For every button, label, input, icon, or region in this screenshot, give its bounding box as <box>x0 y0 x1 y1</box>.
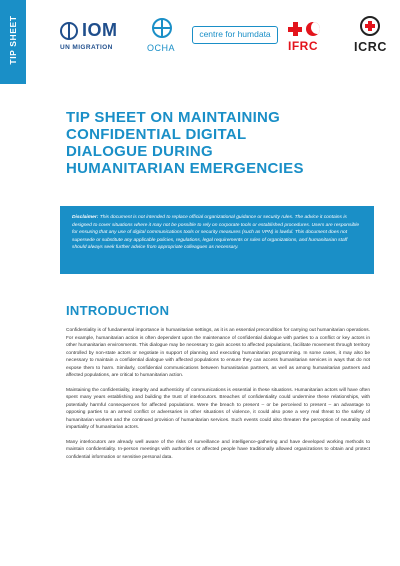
title-line: DIALOGUE DURING <box>66 143 213 160</box>
paragraph: Maintaining the confidentiality, integrity and authenticity of communications is essential in these situations. Humanitarian actors will have often spent many years establishing and building the trust of interlocutors. Breaches of confidentiality could undermine these relationships, with potentially harmful consequences for affected populations. Were the breach to present – or be perceived to present – an advantage to opposing parties to an armed conflict or adversaries in other situations of violence, it could also pose a very real threat to the safety of humanitarian workers and the continued provision of humanitarian services. Such events could also threaten the perception of neutrality and impartiality of humanitarian actors. <box>66 387 370 430</box>
paragraph: Confidentiality is of fundamental importance in humanitarian settings, as it is an essential precondition for carrying out humanitarian operations. For example, humanitarian action is often dependent upon the maintenance of confidential dialogue with parties to a conflict or key actors in other humanitarian environments. This dialogue may be necessary to gain access to affected populations, facilitate movement through territory controlled by non-state actors or negotiate in support of planning and executing humanitarian programming. In some cases, it may also be necessary to maintain a confidential dialogue with affected populations to ensure they can access humanitarian services in ways that do not expose them to harm. Similarly, confidential communications between humanitarian partners, as well as among humanitarian partners and affected populations, are critical to humanitarian action. <box>66 328 370 378</box>
ocha-logo <box>146 18 178 60</box>
page-title <box>66 109 366 177</box>
title-line: TIP SHEET ON MAINTAINING <box>66 109 281 126</box>
humdata-logo-word: centre for humdata <box>199 29 271 39</box>
iom-logo-subtitle: UN MIGRATION <box>60 44 113 51</box>
icrc-logo <box>350 16 390 60</box>
humdata-logo <box>192 26 278 44</box>
title-line: HUMANITARIAN EMERGENCIES <box>66 160 304 177</box>
side-tab-label: TIP SHEET <box>8 15 18 65</box>
disclaimer-lead: Disclaimer: <box>72 215 99 220</box>
icrc-cross-icon <box>365 21 375 31</box>
iom-logo-word: IOM <box>82 20 118 40</box>
ocha-logo-word: OCHA <box>147 43 176 53</box>
icrc-logo-word: ICRC <box>354 40 387 54</box>
title-line: CONFIDENTIAL DIGITAL <box>66 126 247 143</box>
un-globe-icon <box>152 18 172 38</box>
red-cross-icon <box>288 22 302 36</box>
ifrc-logo-word: IFRC <box>288 39 318 53</box>
partner-logos <box>50 14 390 62</box>
side-tab-bar <box>0 0 26 84</box>
side-tab <box>0 0 26 566</box>
disclaimer-text: This document is not intended to replace official organizational guidance or security rules. The advice it contains is designed to cover situations where it may not be possible to rely on corporate tools or established procedures. Users are responsible for ensuring that any use of digital communications tools or security measures (such as VPN) is lawful. This document does not supersede or substitute any applicable policies, regulations, legal requirements or rules of organizations, and humanitarian staff should always seek further advice from appropriate colleagues as necessary. <box>72 215 360 251</box>
iom-logo <box>60 20 140 60</box>
section-heading: INTRODUCTION <box>66 303 170 318</box>
disclaimer-box <box>60 206 374 274</box>
paragraph: Many interlocutors are already well aware of the risks of surveillance and intelligence-gathering and have developed working methods to maintain confidentiality. In-person meetings with authorities or affected people have traditionally allowed organizations to obtain and protect confidential information or sensitive personal data. <box>66 439 370 460</box>
body-text <box>66 327 370 468</box>
ifrc-logo <box>288 22 332 58</box>
red-crescent-icon <box>306 22 320 36</box>
iom-emblem-icon <box>60 22 78 40</box>
